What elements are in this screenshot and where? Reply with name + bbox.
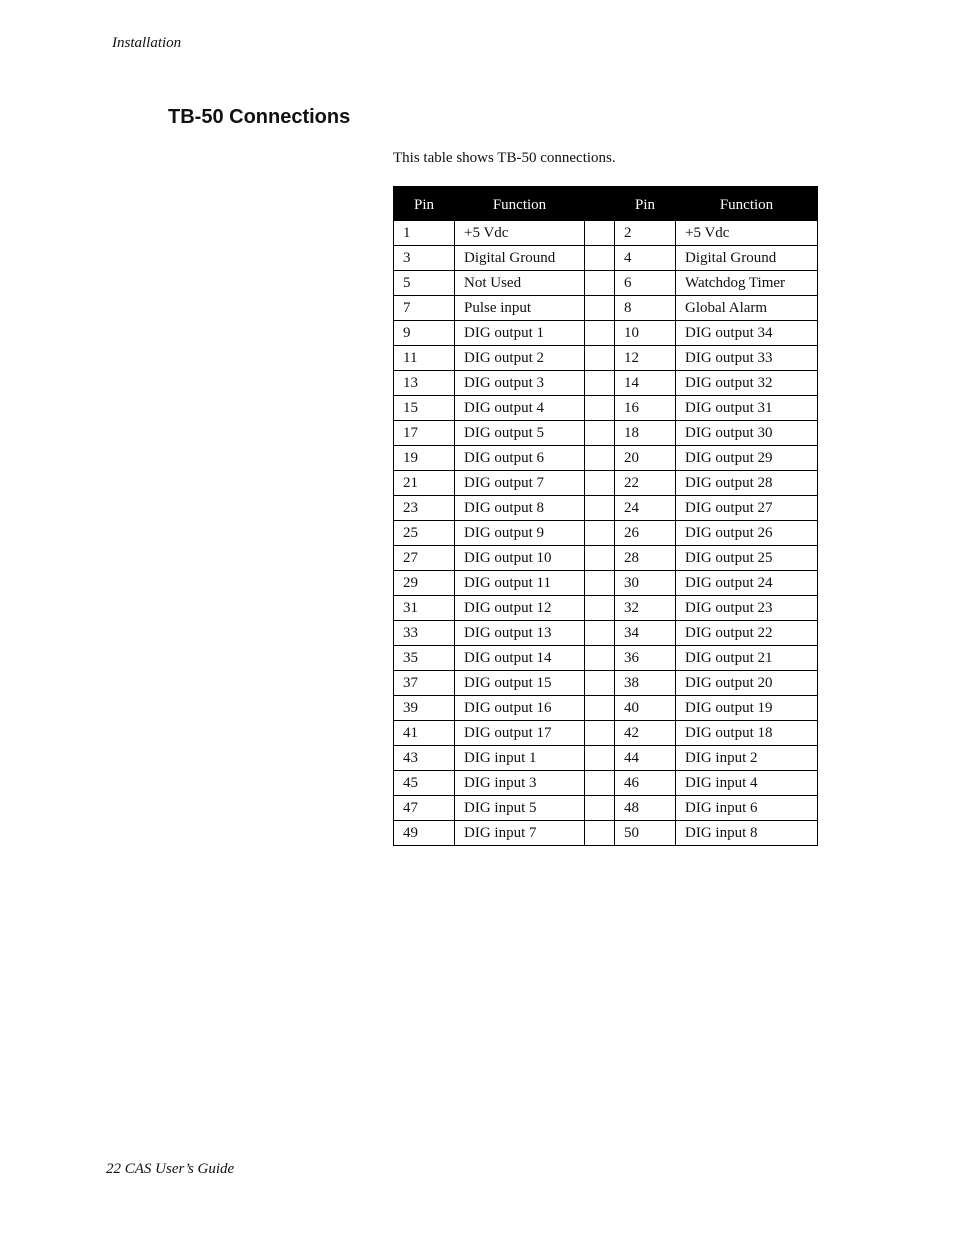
header-function-left: Function (455, 187, 585, 221)
function-left-cell: DIG output 14 (455, 646, 585, 671)
gap-cell (585, 496, 615, 521)
gap-cell (585, 221, 615, 246)
function-left-cell: DIG output 5 (455, 421, 585, 446)
function-left-cell: Digital Ground (455, 246, 585, 271)
pin-right-cell: 20 (615, 446, 676, 471)
pin-right-cell: 30 (615, 571, 676, 596)
pin-right-cell: 48 (615, 796, 676, 821)
table-row (394, 621, 818, 646)
function-right-cell: DIG output 26 (676, 521, 818, 546)
pin-left-cell: 19 (394, 446, 455, 471)
function-left-cell: Not Used (455, 271, 585, 296)
gap-cell (585, 596, 615, 621)
pin-right-cell: 34 (615, 621, 676, 646)
function-left-cell: DIG output 16 (455, 696, 585, 721)
pin-right-cell: 24 (615, 496, 676, 521)
gap-cell (585, 796, 615, 821)
gap-cell (585, 271, 615, 296)
pin-right-cell: 50 (615, 821, 676, 846)
running-head: Installation (112, 35, 182, 51)
gap-cell (585, 321, 615, 346)
function-left-cell: DIG output 12 (455, 596, 585, 621)
pin-left-cell: 17 (394, 421, 455, 446)
pin-right-cell: 6 (615, 271, 676, 296)
gap-cell (585, 371, 615, 396)
pin-right-cell: 46 (615, 771, 676, 796)
pin-left-cell: 21 (394, 471, 455, 496)
gap-cell (585, 621, 615, 646)
table-row (394, 446, 818, 471)
pin-right-cell: 18 (615, 421, 676, 446)
pin-left-cell: 33 (394, 621, 455, 646)
function-right-cell: DIG output 28 (676, 471, 818, 496)
pin-left-cell: 23 (394, 496, 455, 521)
pin-left-cell: 3 (394, 246, 455, 271)
gap-cell (585, 346, 615, 371)
pin-left-cell: 27 (394, 546, 455, 571)
pin-left-cell: 7 (394, 296, 455, 321)
function-left-cell: DIG output 3 (455, 371, 585, 396)
pin-left-cell: 49 (394, 821, 455, 846)
pin-right-cell: 12 (615, 346, 676, 371)
function-left-cell: DIG output 11 (455, 571, 585, 596)
table-row (394, 246, 818, 271)
pin-left-cell: 9 (394, 321, 455, 346)
gap-cell (585, 396, 615, 421)
table-row (394, 296, 818, 321)
table-row (394, 746, 818, 771)
gap-cell (585, 471, 615, 496)
intro-text: This table shows TB-50 connections. (393, 150, 616, 166)
pin-right-cell: 32 (615, 596, 676, 621)
function-left-cell: DIG input 5 (455, 796, 585, 821)
function-right-cell: DIG output 19 (676, 696, 818, 721)
table-row (394, 546, 818, 571)
table-body (394, 221, 818, 846)
table-row (394, 646, 818, 671)
pin-right-cell: 40 (615, 696, 676, 721)
pin-right-cell: 26 (615, 521, 676, 546)
gap-cell (585, 421, 615, 446)
function-right-cell: DIG input 4 (676, 771, 818, 796)
function-left-cell: DIG input 1 (455, 746, 585, 771)
function-right-cell: DIG input 6 (676, 796, 818, 821)
function-right-cell: DIG output 30 (676, 421, 818, 446)
pin-connections-table (393, 186, 818, 846)
function-right-cell: Digital Ground (676, 246, 818, 271)
function-right-cell: DIG output 20 (676, 671, 818, 696)
table-row (394, 721, 818, 746)
header-pin-left: Pin (394, 187, 455, 221)
table-row (394, 821, 818, 846)
gap-cell (585, 721, 615, 746)
function-left-cell: DIG output 7 (455, 471, 585, 496)
function-left-cell: DIG input 3 (455, 771, 585, 796)
table-row (394, 346, 818, 371)
header-function-right: Function (676, 187, 818, 221)
function-left-cell: DIG output 8 (455, 496, 585, 521)
function-right-cell: DIG output 22 (676, 621, 818, 646)
pin-left-cell: 43 (394, 746, 455, 771)
pin-left-cell: 47 (394, 796, 455, 821)
header-gap (585, 187, 615, 221)
function-left-cell: DIG output 9 (455, 521, 585, 546)
pin-right-cell: 22 (615, 471, 676, 496)
table-row (394, 271, 818, 296)
table-row (394, 421, 818, 446)
function-left-cell: +5 Vdc (455, 221, 585, 246)
pin-right-cell: 10 (615, 321, 676, 346)
function-right-cell: DIG output 34 (676, 321, 818, 346)
pin-right-cell: 44 (615, 746, 676, 771)
function-left-cell: DIG output 6 (455, 446, 585, 471)
pin-right-cell: 38 (615, 671, 676, 696)
pin-left-cell: 11 (394, 346, 455, 371)
table-row (394, 596, 818, 621)
page-footer: 22 CAS User’s Guide (106, 1161, 235, 1177)
gap-cell (585, 546, 615, 571)
pin-right-cell: 16 (615, 396, 676, 421)
table-row (394, 471, 818, 496)
gap-cell (585, 646, 615, 671)
function-right-cell: Global Alarm (676, 296, 818, 321)
pin-right-cell: 8 (615, 296, 676, 321)
gap-cell (585, 821, 615, 846)
table-row (394, 396, 818, 421)
table-row (394, 771, 818, 796)
function-right-cell: DIG output 31 (676, 396, 818, 421)
function-left-cell: DIG output 15 (455, 671, 585, 696)
pin-left-cell: 1 (394, 221, 455, 246)
function-right-cell: DIG output 27 (676, 496, 818, 521)
function-right-cell: Watchdog Timer (676, 271, 818, 296)
gap-cell (585, 696, 615, 721)
pin-left-cell: 39 (394, 696, 455, 721)
function-right-cell: DIG input 8 (676, 821, 818, 846)
gap-cell (585, 446, 615, 471)
pin-right-cell: 2 (615, 221, 676, 246)
function-left-cell: DIG output 10 (455, 546, 585, 571)
header-pin-right: Pin (615, 187, 676, 221)
function-left-cell: Pulse input (455, 296, 585, 321)
pin-left-cell: 41 (394, 721, 455, 746)
gap-cell (585, 296, 615, 321)
table-row (394, 496, 818, 521)
pin-right-cell: 42 (615, 721, 676, 746)
pin-right-cell: 4 (615, 246, 676, 271)
function-right-cell: DIG output 32 (676, 371, 818, 396)
function-right-cell: DIG output 18 (676, 721, 818, 746)
function-right-cell: DIG output 24 (676, 571, 818, 596)
pin-right-cell: 14 (615, 371, 676, 396)
pin-left-cell: 25 (394, 521, 455, 546)
gap-cell (585, 246, 615, 271)
gap-cell (585, 746, 615, 771)
function-right-cell: +5 Vdc (676, 221, 818, 246)
function-left-cell: DIG output 17 (455, 721, 585, 746)
pin-left-cell: 35 (394, 646, 455, 671)
pin-right-cell: 28 (615, 546, 676, 571)
pin-right-cell: 36 (615, 646, 676, 671)
pin-left-cell: 37 (394, 671, 455, 696)
table-row (394, 671, 818, 696)
function-right-cell: DIG output 25 (676, 546, 818, 571)
pin-left-cell: 31 (394, 596, 455, 621)
table-header-row (394, 187, 818, 221)
pin-left-cell: 5 (394, 271, 455, 296)
function-right-cell: DIG output 21 (676, 646, 818, 671)
table-row (394, 571, 818, 596)
section-title: TB-50 Connections (168, 106, 351, 128)
gap-cell (585, 571, 615, 596)
table-row (394, 796, 818, 821)
pin-left-cell: 13 (394, 371, 455, 396)
gap-cell (585, 521, 615, 546)
pin-left-cell: 15 (394, 396, 455, 421)
function-left-cell: DIG output 2 (455, 346, 585, 371)
function-right-cell: DIG input 2 (676, 746, 818, 771)
function-right-cell: DIG output 33 (676, 346, 818, 371)
gap-cell (585, 671, 615, 696)
pin-left-cell: 29 (394, 571, 455, 596)
function-right-cell: DIG output 23 (676, 596, 818, 621)
table-row (394, 371, 818, 396)
function-left-cell: DIG output 4 (455, 396, 585, 421)
function-left-cell: DIG output 1 (455, 321, 585, 346)
table-row (394, 321, 818, 346)
function-right-cell: DIG output 29 (676, 446, 818, 471)
gap-cell (585, 771, 615, 796)
table-row (394, 221, 818, 246)
function-left-cell: DIG output 13 (455, 621, 585, 646)
table-row (394, 521, 818, 546)
function-left-cell: DIG input 7 (455, 821, 585, 846)
table-row (394, 696, 818, 721)
pin-left-cell: 45 (394, 771, 455, 796)
